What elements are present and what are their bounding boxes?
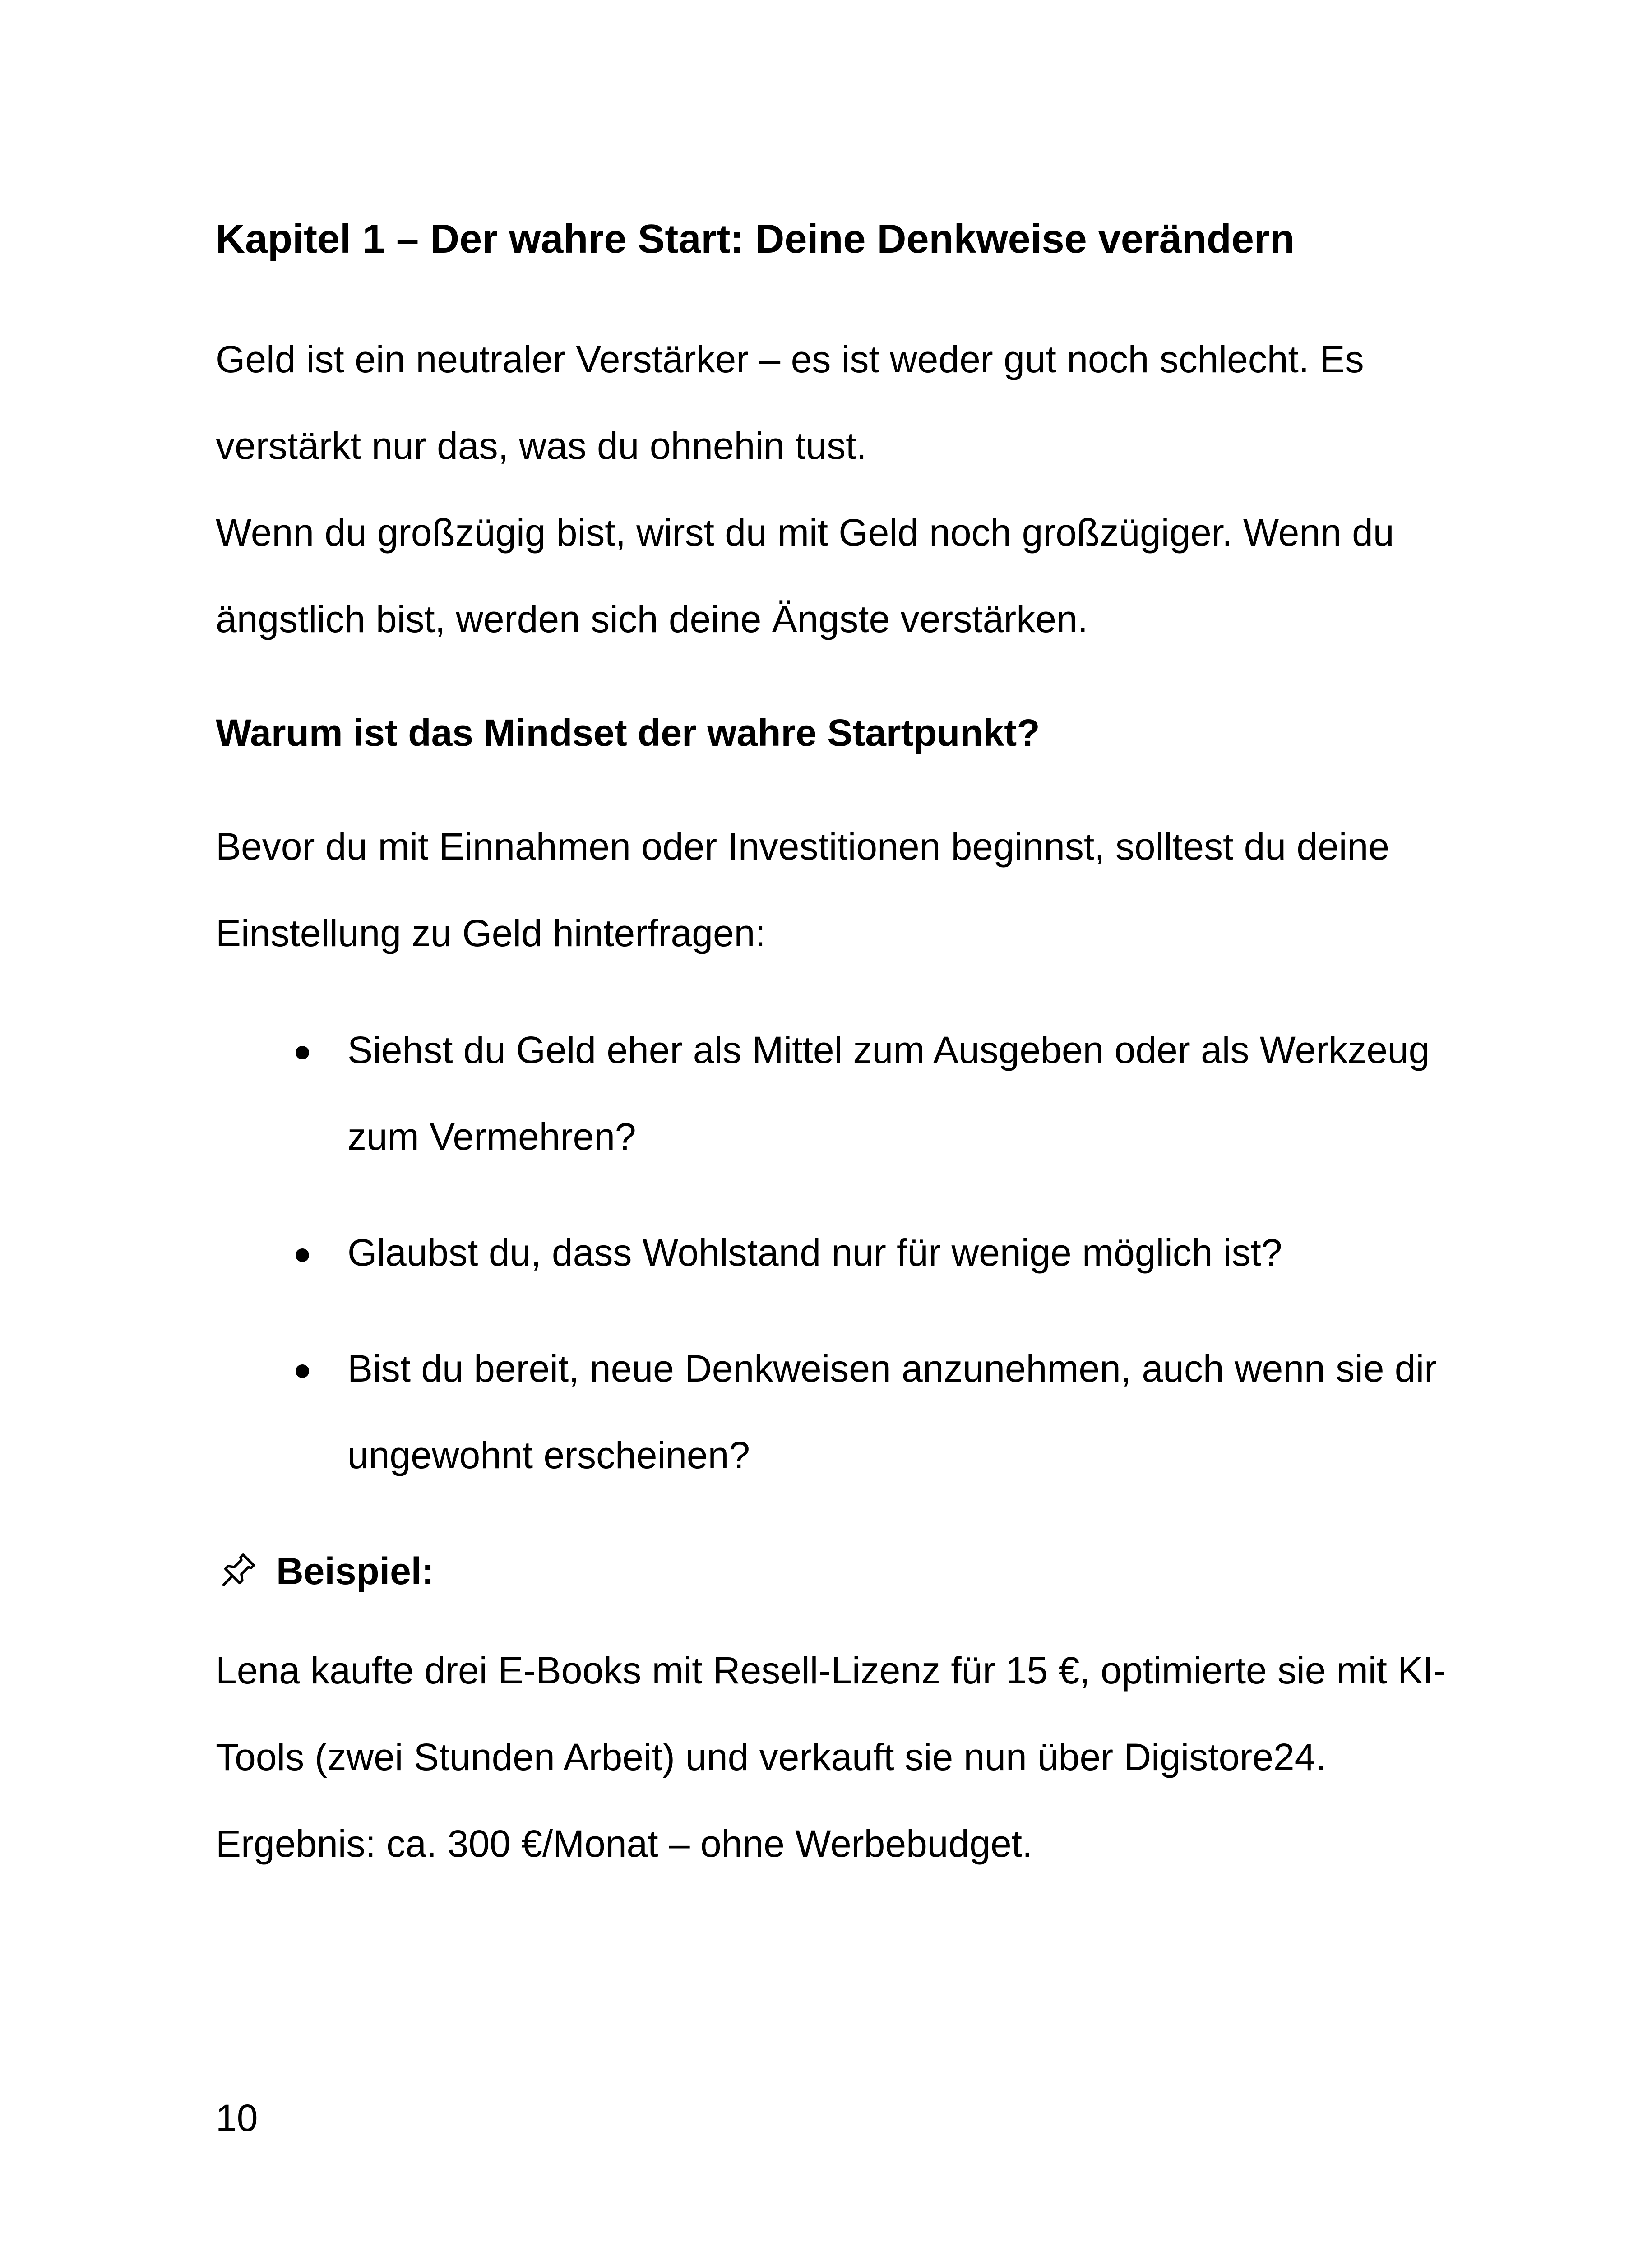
bullet-3-line-2: ungewohnt erscheinen? [347,1434,750,1476]
bullet-marker [296,1046,309,1059]
bullet-marker [296,1248,309,1262]
intro-line-1: Geld ist ein neutraler Verstärker – es ist weder gut noch schlecht. Es [216,338,1364,380]
bullet-1-line-1: Siehst du Geld eher als Mittel zum Ausgeben oder als Werkzeug [347,1029,1430,1071]
example-line-2: Tools (zwei Stunden Arbeit) und verkauft sie nun über Digistore24. [216,1736,1326,1778]
section-text-line-2: Einstellung zu Geld hinterfragen: [216,912,766,954]
page-number: 10 [216,2097,258,2139]
bullet-2-line-1: Glaubst du, dass Wohlstand nur für wenige möglich ist? [347,1231,1282,1274]
example-heading: Beispiel: [276,1550,435,1592]
chapter-title: Kapitel 1 – Der wahre Start: Deine Denkweise verändern [216,217,1295,262]
bullet-marker [296,1364,309,1378]
section-text-line-1: Bevor du mit Einnahmen oder Investitionen beginnst, solltest du deine [216,825,1389,868]
intro-line-4: ängstlich bist, werden sich deine Ängste verstärken. [216,598,1088,640]
intro-line-2: verstärkt nur das, was du ohnehin tust. [216,425,867,467]
bullet-1-line-2: zum Vermehren? [347,1115,636,1158]
example-line-3: Ergebnis: ca. 300 €/Monat – ohne Werbebudget. [216,1822,1033,1865]
example-line-1: Lena kaufte drei E-Books mit Resell-Lizenz für 15 €, optimierte sie mit KI- [216,1649,1446,1692]
section-heading: Warum ist das Mindset der wahre Startpunkt? [216,712,1040,754]
intro-line-3: Wenn du großzügig bist, wirst du mit Geld noch großzügiger. Wenn du [216,511,1394,554]
bullet-3-line-1: Bist du bereit, neue Denkweisen anzunehmen, auch wenn sie dir [347,1347,1437,1390]
pushpin-icon [217,1549,260,1591]
